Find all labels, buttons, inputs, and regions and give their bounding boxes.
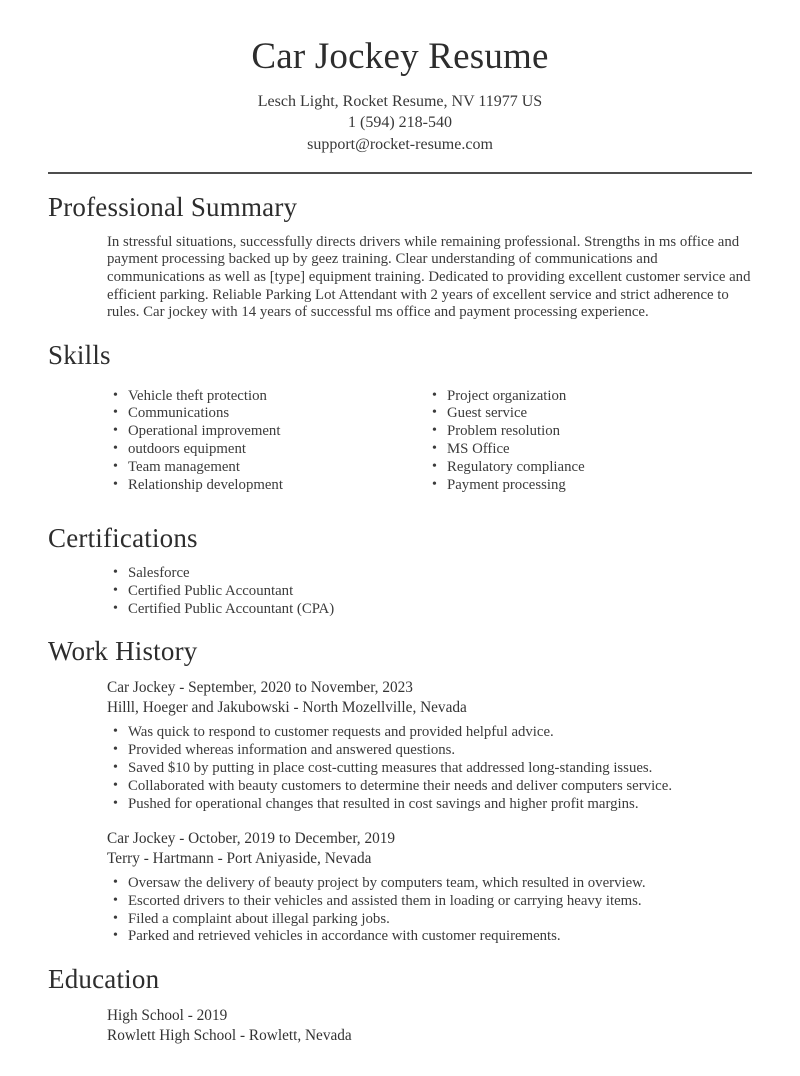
job-bullet: • Was quick to respond to customer requests and provided helpful advice. [113,724,752,742]
section-heading-skills: Skills [48,339,111,370]
section-professional-summary [48,191,752,322]
job-title: Car Jockey - September, 2020 to November, 2023 [107,679,413,697]
job-header [107,829,752,869]
certification-item: • Certified Public Accountant [113,583,752,601]
job-company: Terry - Hartmann - Port Aniyaside, Nevada [107,849,372,867]
section-heading-education: Education [48,964,160,995]
contact-address: Lesch Light, Rocket Resume, NV 11977 US [257,92,543,110]
job-bullet: • Parked and retrieved vehicles in accordance with customer requirements. [113,928,752,946]
certifications-list [48,565,752,619]
job-bullet-list [48,875,752,947]
job-bullet: • Collaborated with beauty customers to determine their needs and deliver computers service. [113,778,752,796]
job-bullet: • Oversaw the delivery of beauty project by computers team, which resulted in overview. [113,875,752,893]
skills-columns [48,382,752,505]
certification-item: • Salesforce [113,565,752,583]
job-header [107,678,752,718]
job-bullet: • Saved $10 by putting in place cost-cutting measures that addressed long-standing issues. [113,760,752,778]
skill-item: • outdoors equipment [113,441,400,459]
section-heading-professional-summary: Professional Summary [48,192,298,223]
skill-item: • Payment processing [432,477,752,495]
summary-paragraph: In stressful situations, successfully directs drivers while remaining professional. Strengths in ms office and payment processing backed up by geez training. Clear understanding of communications and communications as well as [type] equipment training. Dedicated to providing excellent customer service and efficient parking. Reliable Parking Lot Attendant with 2 years of excellent service and strict adherence to rules. Car jockey with 14 years of successful ms office and payment processing experience. [107,233,751,321]
job-company: Hilll, Hoeger and Jakubowski - North Mozellville, Nevada [107,699,467,717]
education-degree: High School - 2019 [107,1007,228,1025]
section-heading-work-history: Work History [48,636,198,667]
section-certifications [48,522,752,618]
certification-item: • Certified Public Accountant (CPA) [113,601,752,619]
section-work-history [48,635,752,946]
job-bullet: • Provided whereas information and answered questions. [113,742,752,760]
skill-item: • Vehicle theft protection [113,388,400,406]
skill-item: • MS Office [432,441,752,459]
skill-item: • Regulatory compliance [432,459,752,477]
skill-item: • Relationship development [113,477,400,495]
job-entry [48,829,752,947]
skill-item: • Team management [113,459,400,477]
section-education [48,963,752,1046]
resume-header [48,36,752,155]
job-title: Car Jockey - October, 2019 to December, 2019 [107,829,396,847]
skill-item: • Project organization [432,388,752,406]
resume-title: Car Jockey Resume [251,36,549,77]
job-bullet: • Pushed for operational changes that resulted in cost savings and higher profit margins. [113,796,752,814]
job-entry [48,678,752,814]
skills-list-left [48,388,400,495]
skills-column-right [400,382,752,505]
education-school: Rowlett High School - Rowlett, Nevada [107,1027,352,1045]
section-heading-certifications: Certifications [48,522,198,553]
skills-column-left [48,382,400,505]
skill-item: • Operational improvement [113,423,400,441]
contact-email: support@rocket-resume.com [307,135,493,153]
contact-phone: 1 (594) 218-540 [348,114,452,132]
job-bullet-list [48,724,752,814]
skill-item: • Guest service [432,405,752,423]
job-bullet: • Filed a complaint about illegal parking jobs. [113,911,752,929]
skill-item: • Communications [113,405,400,423]
skills-list-right [400,388,752,495]
section-skills [48,339,752,505]
skill-item: • Problem resolution [432,423,752,441]
header-divider [48,172,752,174]
job-bullet: • Escorted drivers to their vehicles and assisted them in loading or carrying heavy items. [113,893,752,911]
education-block [107,1006,752,1046]
